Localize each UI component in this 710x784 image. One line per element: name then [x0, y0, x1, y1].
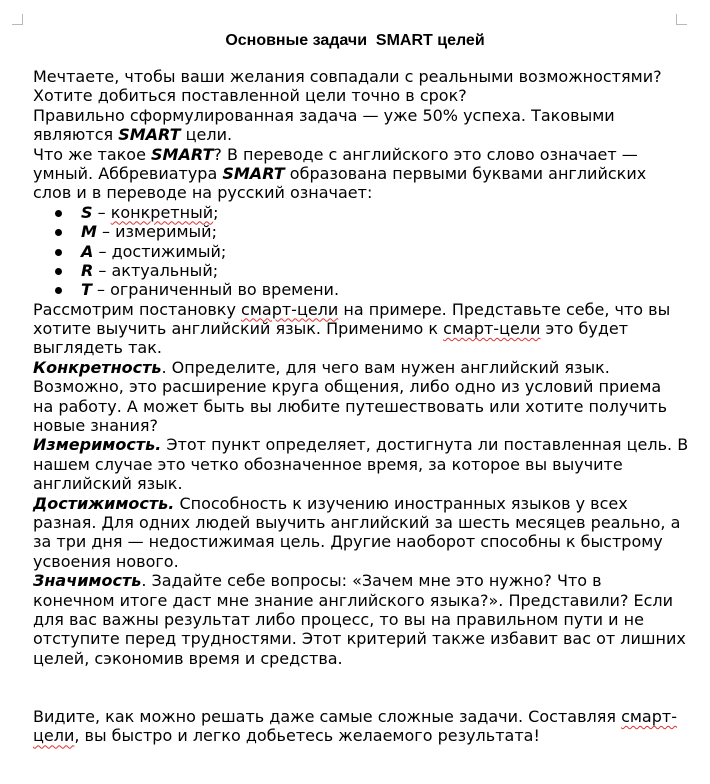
- paragraph-line: [33, 435, 689, 455]
- bullet-icon: [55, 287, 62, 294]
- list-item: [33, 242, 683, 261]
- paragraph-line: слов и в переводе на русский означает:: [33, 183, 373, 203]
- paragraph-line: английский язык.: [33, 474, 183, 494]
- empty-paragraph: [33, 688, 683, 707]
- text-run: хотите выучить английский язык. Применимо к: [33, 319, 444, 339]
- paragraph-line: разная. Для одних людей выучить английский за шесть месяцев реально, а: [33, 512, 681, 532]
- text-run: –: [91, 280, 111, 300]
- text-run: ;: [212, 260, 219, 280]
- bullet-icon: [55, 210, 62, 217]
- margin-corner-mark-top-left: [12, 14, 23, 25]
- text-run: актуальный: [111, 260, 213, 280]
- smart-term: SMART: [118, 125, 181, 145]
- text-run: на примере. Представьте себе, что вы: [338, 299, 671, 319]
- text-run: ;: [211, 222, 217, 242]
- spellcheck-word: смарт-: [621, 706, 677, 726]
- section-term-measurable: Измеримость.: [33, 435, 162, 455]
- spellcheck-word: конкретный: [110, 202, 214, 222]
- paragraph-line: [33, 494, 683, 513]
- paragraph-line: [33, 707, 683, 726]
- bullet-letter: M: [81, 222, 97, 242]
- paragraph-line: Хотите добиться поставленной цели точно в срок?: [33, 86, 467, 106]
- paragraph-line: целей, сэкономив время и средства.: [33, 648, 343, 668]
- paragraph-line: [33, 571, 683, 590]
- text-run: образована первыми буквами английских: [284, 163, 647, 183]
- text-run: Что же такое: [33, 144, 152, 164]
- paragraph-line: [33, 726, 683, 745]
- bullet-letter: R: [81, 260, 94, 280]
- paragraph-line: [33, 319, 683, 338]
- section-term-significance: Значимость: [33, 571, 142, 591]
- spellcheck-word: смарт-цели: [241, 299, 339, 319]
- bullet-letter: S: [81, 202, 93, 222]
- text-run: достижимый: [111, 241, 221, 261]
- list-item: [33, 280, 683, 299]
- paragraph-line: [33, 145, 683, 164]
- text-run: Видите, как можно решать даже самые сложные задачи. Составляя: [33, 706, 622, 726]
- paragraph-line: [33, 300, 683, 319]
- text-run: цели.: [180, 125, 233, 145]
- paragraph-line: нашем случае это четко обозначенное время, за которое вы выучите: [33, 454, 623, 474]
- margin-corner-mark-top-right: [676, 14, 687, 25]
- paragraph-line: для вас важны результат либо процесс, то вы на правильном пути и не: [33, 609, 644, 629]
- paragraph-line: Возможно, это расширение круга общения, либо одно из условий приема: [33, 377, 662, 397]
- paragraph-line: на работу. А может быть вы любите путешествовать или хотите получить: [33, 396, 668, 416]
- paragraph-line: Мечтаете, чтобы ваши желания совпадали с реальными возможностями?: [33, 67, 662, 86]
- smart-term: SMART: [151, 144, 214, 164]
- list-item: [33, 222, 683, 241]
- text-run: Этот пункт определяет, достигнута ли поставленная цель. В: [161, 435, 689, 455]
- document-title: Основные задачи SMART целей: [225, 32, 485, 49]
- bullet-icon: [55, 229, 62, 236]
- list-item: [33, 203, 683, 222]
- text-run: ? В переводе с английского это слово означает —: [213, 144, 638, 164]
- text-run: –: [96, 222, 116, 242]
- paragraph-line: за три дня — недостижимая цель. Другие наоборот способны к быстрому: [33, 532, 663, 552]
- empty-paragraph: [33, 668, 683, 687]
- bullet-letter: A: [81, 241, 94, 261]
- paragraph-line: [33, 164, 683, 183]
- bullet-letter: T: [81, 280, 92, 300]
- text-run: . Задайте себе вопросы: «Зачем мне это нужно? Что в: [141, 571, 602, 591]
- spellcheck-word: цели: [33, 726, 75, 746]
- paragraph-line: выглядеть так.: [33, 338, 162, 358]
- paragraph-line: усвоения нового.: [33, 551, 179, 571]
- smart-bullet-list: [33, 203, 683, 300]
- text-run: –: [93, 241, 112, 261]
- bullet-icon: [55, 249, 62, 256]
- text-run: , вы быстро и легко добьетесь желаемого результата!: [74, 726, 540, 746]
- smart-term: SMART: [222, 163, 285, 183]
- paragraph-line: отступите перед трудностями. Этот критерий также избавит вас от лишних: [33, 629, 686, 649]
- text-run: –: [93, 260, 112, 280]
- paragraph-line: новые знания?: [33, 416, 158, 436]
- bullet-icon: [55, 268, 62, 275]
- paragraph-line: [33, 125, 683, 144]
- list-item: [33, 261, 683, 280]
- document-body: [33, 67, 689, 746]
- text-run: .: [333, 280, 340, 300]
- text-run: являются: [33, 125, 119, 145]
- text-run: . Определите, для чего вам нужен английский язык.: [161, 357, 610, 377]
- text-run: это будет: [540, 319, 629, 339]
- text-run: измеримый: [115, 222, 212, 242]
- paragraph-line: Правильно сформулированная задача — уже 50% успеха. Таковыми: [33, 105, 615, 125]
- text-run: Рассмотрим постановку: [33, 299, 242, 319]
- text-run: ;: [220, 241, 227, 261]
- section-term-achievable: Достижимость.: [33, 493, 175, 513]
- text-run: ограниченный во времени: [110, 280, 334, 300]
- text-run: Способность к изучению иностранных языков у всех: [174, 493, 628, 513]
- paragraph-line: конечном итоге даст мне знание английского языка?». Представили? Если: [33, 590, 674, 610]
- paragraph-line: [33, 358, 683, 377]
- text-run: –: [92, 202, 111, 222]
- text-run: умный. Аббревиатура: [33, 163, 223, 183]
- spellcheck-word: смарт-цели: [443, 319, 541, 339]
- text-run: ;: [213, 202, 219, 222]
- section-term-concrete: Конкретность: [33, 357, 162, 377]
